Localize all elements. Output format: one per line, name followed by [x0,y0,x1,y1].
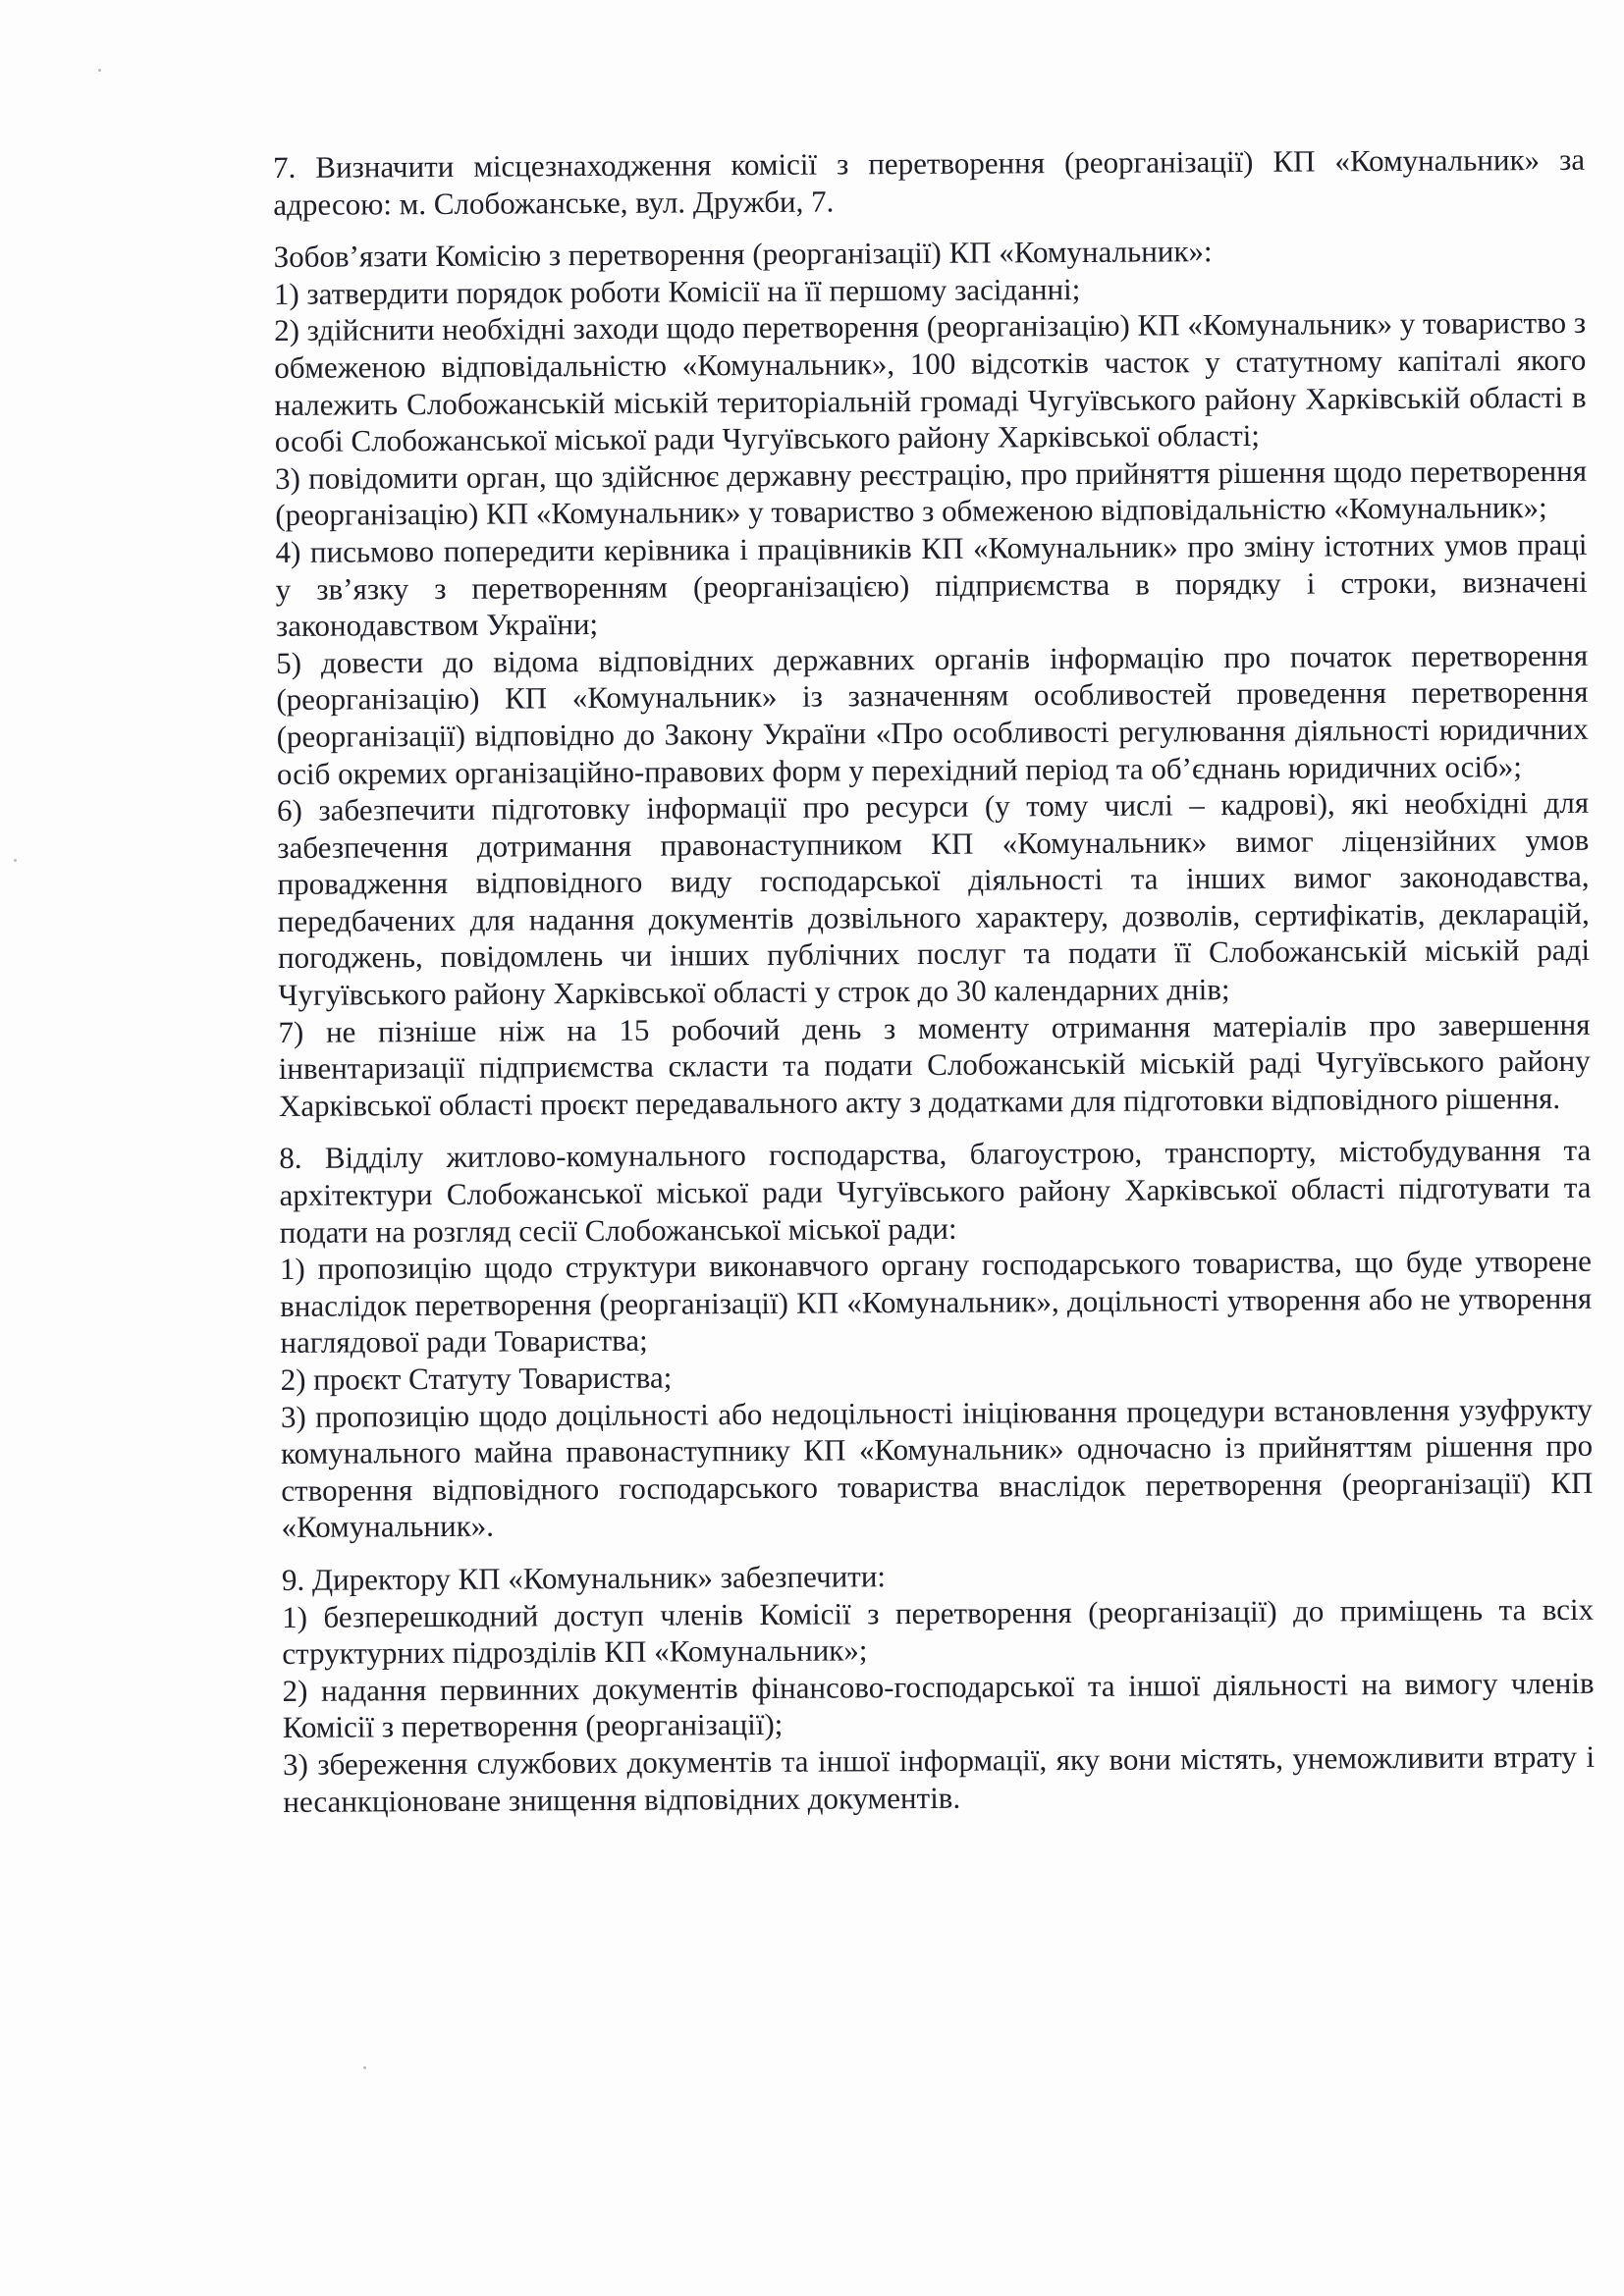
list-item: 7) не пізніше ніж на 15 робочий день з моменту отримання матеріалів про завершення інвентаризації підприємства скласти та подати Слобожанській міській раді Чугуївського району Харківської області проєкт передавального акту з додатками для підготовки відповідного рішення. [278,1006,1591,1123]
list-item: 1) затвердити порядок роботи Комісії на її першому засіданні; [273,271,1081,311]
list-item: 2) надання первинних документів фінансово-господарської та іншої діяльності на вимогу членів Комісії з перетворення (реорганізації); [282,1665,1595,1745]
section-8 [279,1132,1594,1546]
list-item: 3) пропозицію щодо доцільності або недоцільності ініціювання процедури встановлення узуфрукту комунального майна правонаступнику КП «Комунальник» одночасно із прийняттям рішення про створення відповідного господарського товариства внаслідок перетворення (реорганізації) КП «Комунальник». [280,1391,1594,1545]
scan-speck [14,859,17,862]
section-9 [282,1554,1596,1820]
section-8-heading: 8. Відділу житлово-комунального господарства, благоустрою, транспорту, містобудування та архітектури Слобожанської міської ради Чугуївського району Харківської області підготувати та подати на розгляд сесії Слобожанської міської ради: [279,1133,1592,1250]
section-7-intro: Зобов’язати Комісію з перетворення (реорганізації) КП «Комунальник»: [273,234,1213,275]
list-item: 3) збереження службових документів та іншої інформації, яку вони містять, унеможливити втрату і несанкціоноване знищення відповідних документів. [282,1738,1596,1819]
list-item: 1) пропозицію щодо структури виконавчого органу господарського товариства, що буде утворене внаслідок перетворення (реорганізації) КП «Комунальник», доцільності утворення або не утворення наглядової ради Товариства; [279,1244,1593,1361]
scan-speck [98,69,101,72]
list-item: 6) забезпечити підготовку інформації про ресурси (у тому числі – кадрові), які необхідні для забезпечення дотримання правонаступником КП «Комунальник» вимог ліцензійних умов провадження відповідного виду господарської діяльності та інших вимог законодавства, передбачених для надання документів дозвільного характеру, дозволів, сертифікатів, декларацій, погоджень, повідомлень чи інших публічних послуг та подати її Слобожанській міській раді Чугуївського району Харківської області у строк до 30 календарних днів; [277,784,1591,1013]
document-page [273,141,1595,1820]
scan-speck [363,2066,366,2069]
section-7 [273,141,1591,1125]
list-item: 3) повідомити орган, що здійснює державну реєстрацію, про прийняття рішення щодо перетворення (реорганізацію) КП «Комунальник» у товариство з обмеженою відповідальністю «Комунальник»; [274,453,1588,533]
list-item: 2) проєкт Статуту Товариства; [280,1360,673,1397]
list-item: 2) здійснити необхідні заходи щодо перетворення (реорганізацію) КП «Комунальник» у товариство з обмеженою відповідальністю «Комунальник», 100 відсотків часток у статутному капіталі якого належить Слобожанській міській територіальній громаді Чугуївського району Харківській області в особі Слобожанської міської ради Чугуївського району Харківської області; [274,305,1587,459]
list-item: 1) безперешкодний доступ членів Комісії з перетворення (реорганізації) до приміщень та всіх структурних підрозділів КП «Комунальник»; [282,1591,1595,1672]
list-item: 4) письмово попередити керівника і працівників КП «Комунальник» про зміну істотних умов праці у зв’язку з перетворенням (реорганізацією) підприємства в порядку і строки, визначені законодавством України; [275,526,1588,644]
section-9-heading: 9. Директору КП «Комунальник» забезпечити: [281,1559,887,1597]
list-item: 5) довести до відома відповідних державних органів інформацію про початок перетворення (реорганізацію) КП «Комунальник» із зазначенням особливостей проведення перетворення (реорганізації) відповідно до Закону України «Про особливості регулювання діяльності юридичних осіб окремих організаційно-правових форм у перехідний період та об’єднань юридичних осіб»; [276,637,1589,791]
section-7-heading: 7. Визначити місцезнаходження комісії з перетворення (реорганізації) КП «Комунальник» за адресою: м. Слобожанське, вул. Дружби, 7. [273,141,1586,222]
